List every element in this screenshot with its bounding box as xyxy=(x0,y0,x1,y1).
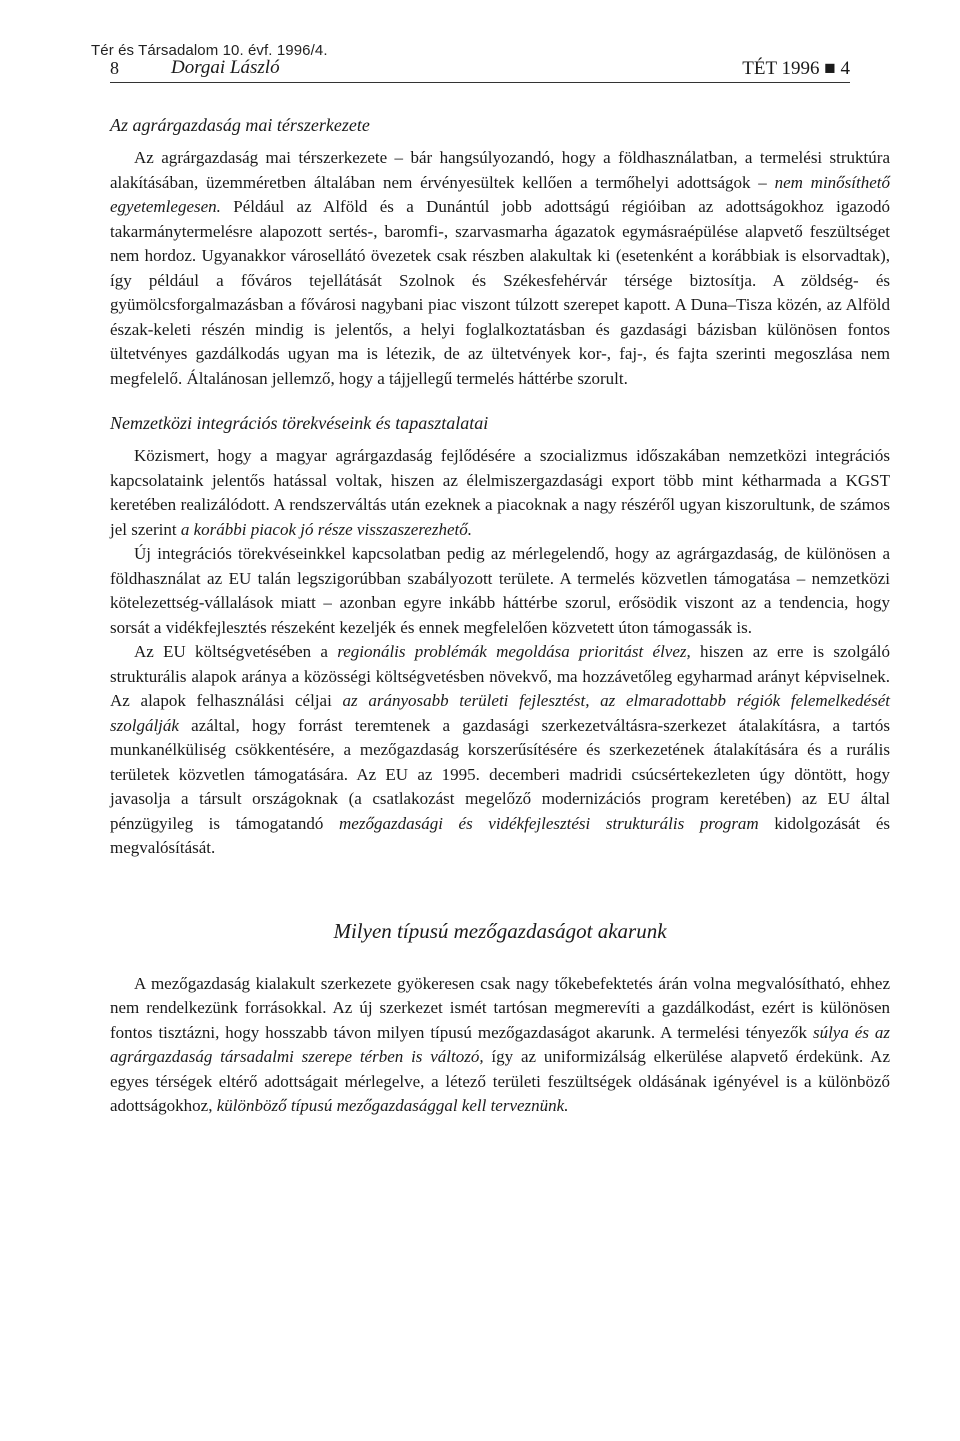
emphasis-text: súlya és az agrárgazdaság társadalmi szerepe térben is változó, xyxy=(110,1022,890,1066)
text-run: Az agrárgazdaság mai térszerkezete – bár hangsúlyozandó, hogy a földhasználatban, a termelési struktúra alakításában, üzemméretben általában nem érvényesültek kellően a termőhelyi adottságok – xyxy=(110,148,890,192)
emphasis-text: regionális problémák megoldása prioritást élvez, xyxy=(337,642,691,661)
text-run: hiszen az erre is szolgáló strukturális alapok aránya a közösségi költségvetésben növekvő, ma hozzávetőleg egyharmad arányt képviselnek. Az alapok felhasználási céljai xyxy=(110,642,890,710)
text-run: Például az Alföld és a Dunántúl jobb adottságú régióiban az adottságokhoz igazodó takarmánytermelésre alapozott sertés-, baromfi-, szarvasmarha ágazatok egymásraépülése alapvető feszültséget nem hordoz. Ugyanakkor városellátó övezetek csak részben alakultak ki (esetenként a korábbiak is elsorvadtak), így például a főváros tejellátását Szolnok és Székesfehérvár térsége biztosítja. A zöldség- és gyümölcsforgalmazásban a fővárosi nagybani piac viszont túlzott szerepet kapott. A Duna–Tisza közén, az Alföld észak-keleti részén mindig is jelentős, a helyi foglalkoztatásban és gazdasági bázisban különösen fontos ültetvényes gazdálkodás ugyan ma is létezik, de az ültetvények kor-, faj-, és fajta szerinti megoszlása nem megfelelő. Általánosan jellemző, hogy a tájjellegű termelés háttérbe szorult. xyxy=(110,197,890,388)
page-number: 8 xyxy=(110,58,119,78)
section-heading-international-integration: Nemzetközi integrációs törekvéseink és tapasztalatai xyxy=(110,413,489,433)
page-header xyxy=(110,56,850,83)
article-body xyxy=(110,115,890,1119)
emphasis-text: nem minősíthető egyetemlegesen. xyxy=(110,172,890,216)
section-heading-agrarian-structure: Az agrárgazdaság mai térszerkezete xyxy=(110,115,370,135)
section-heading-agriculture-type: Milyen típusú mezőgazdaságot akarunk xyxy=(333,918,667,943)
text-run: így az uniformizálság elkerülése alapvető érdekünk. Az egyes térségek eltérő adottságait mérlegelve, a létező területi feszültségek oldásának igényével is a különböző adottságokhoz, xyxy=(110,1047,890,1115)
text-run: Az EU költségvetésében a xyxy=(134,642,338,661)
paragraph xyxy=(110,146,890,391)
text-run: kidolgozását és megvalósítását. xyxy=(110,813,890,857)
emphasis-text: az arányosabb területi fejlesztést, az elmaradottabb régiók felemelkedését szolgálják xyxy=(110,691,890,735)
author-name: Dorgai László xyxy=(171,57,280,78)
text-run: A mezőgazdaság kialakult szerkezete gyökeresen csak nagy tőkebefektetés árán volna megvalósítható, ehhez nem rendelkezünk forrásokkal. Az új szerkezet ismét tartósan megmerevíti a gazdálkodást, ezért is különösen fontos tisztázni, hogy hosszabb távon milyen típusú mezőgazdaságot akarunk. A termelési tényezők xyxy=(110,973,890,1042)
emphasis-text: mezőgazdasági és vidékfejlesztési strukturális program xyxy=(339,813,759,833)
paragraph: Új integrációs törekvéseinkkel kapcsolatban pedig az mérlegelendő, hogy az agrárgazdaság, de különösen a földhasználat az EU talán legszigorúbban szabályozott területe. A termelés közvetlen támogatása – nemzetközi kötelezettség-vállalások miatt – azonban egyre inkább háttérbe szorul, erősödik viszont az a tendencia, hogy sorsát a vidékfejlesztés részeként kezeljék és ennek megfelelően közvetett úton támogassák is. xyxy=(110,544,890,637)
text-run: azáltal, hogy forrást teremtenek a gazdasági szerkezetváltásra-szerkezet átalakításra, a tartós munkanélküliség csökkentésére, a mezőgazdaság korszerűsítésére és szerkezetének átalakítására és a rurális területek közvetlen támogatására. Az EU az 1995. decemberi madridi csúcsértekezleten úgy döntött, hogy javasolja a társult országoknak (a csatlakozást megelőző modernizációs program keretében) az EU által pénzügyileg is támogatandó xyxy=(110,715,890,833)
emphasis-text: a korábbi piacok jó része visszaszerezhető. xyxy=(180,519,472,539)
journal-issue: TÉT 1996 ■ 4 xyxy=(742,58,850,79)
text-run: Közismert, hogy a magyar agrárgazdaság fejlődésére a szocializmus időszakában nemzetközi integrációs kapcsolataink jelentős hatással voltak, hiszen az élelmiszergazdasági export több mint kétharmada a KGST keretében realizálódott. A rendszerváltás után ezeknek a piacoknak a nagy részéről ugyan kiszorultunk, de számos jel szerint xyxy=(110,446,890,539)
source-watermark: Tér és Társadalom 10. évf. 1996/4. xyxy=(91,42,328,59)
paragraph xyxy=(110,640,890,861)
emphasis-text: különböző típusú mezőgazdasággal kell terveznünk. xyxy=(216,1096,569,1115)
paragraph xyxy=(110,444,890,542)
paragraph xyxy=(110,972,890,1119)
